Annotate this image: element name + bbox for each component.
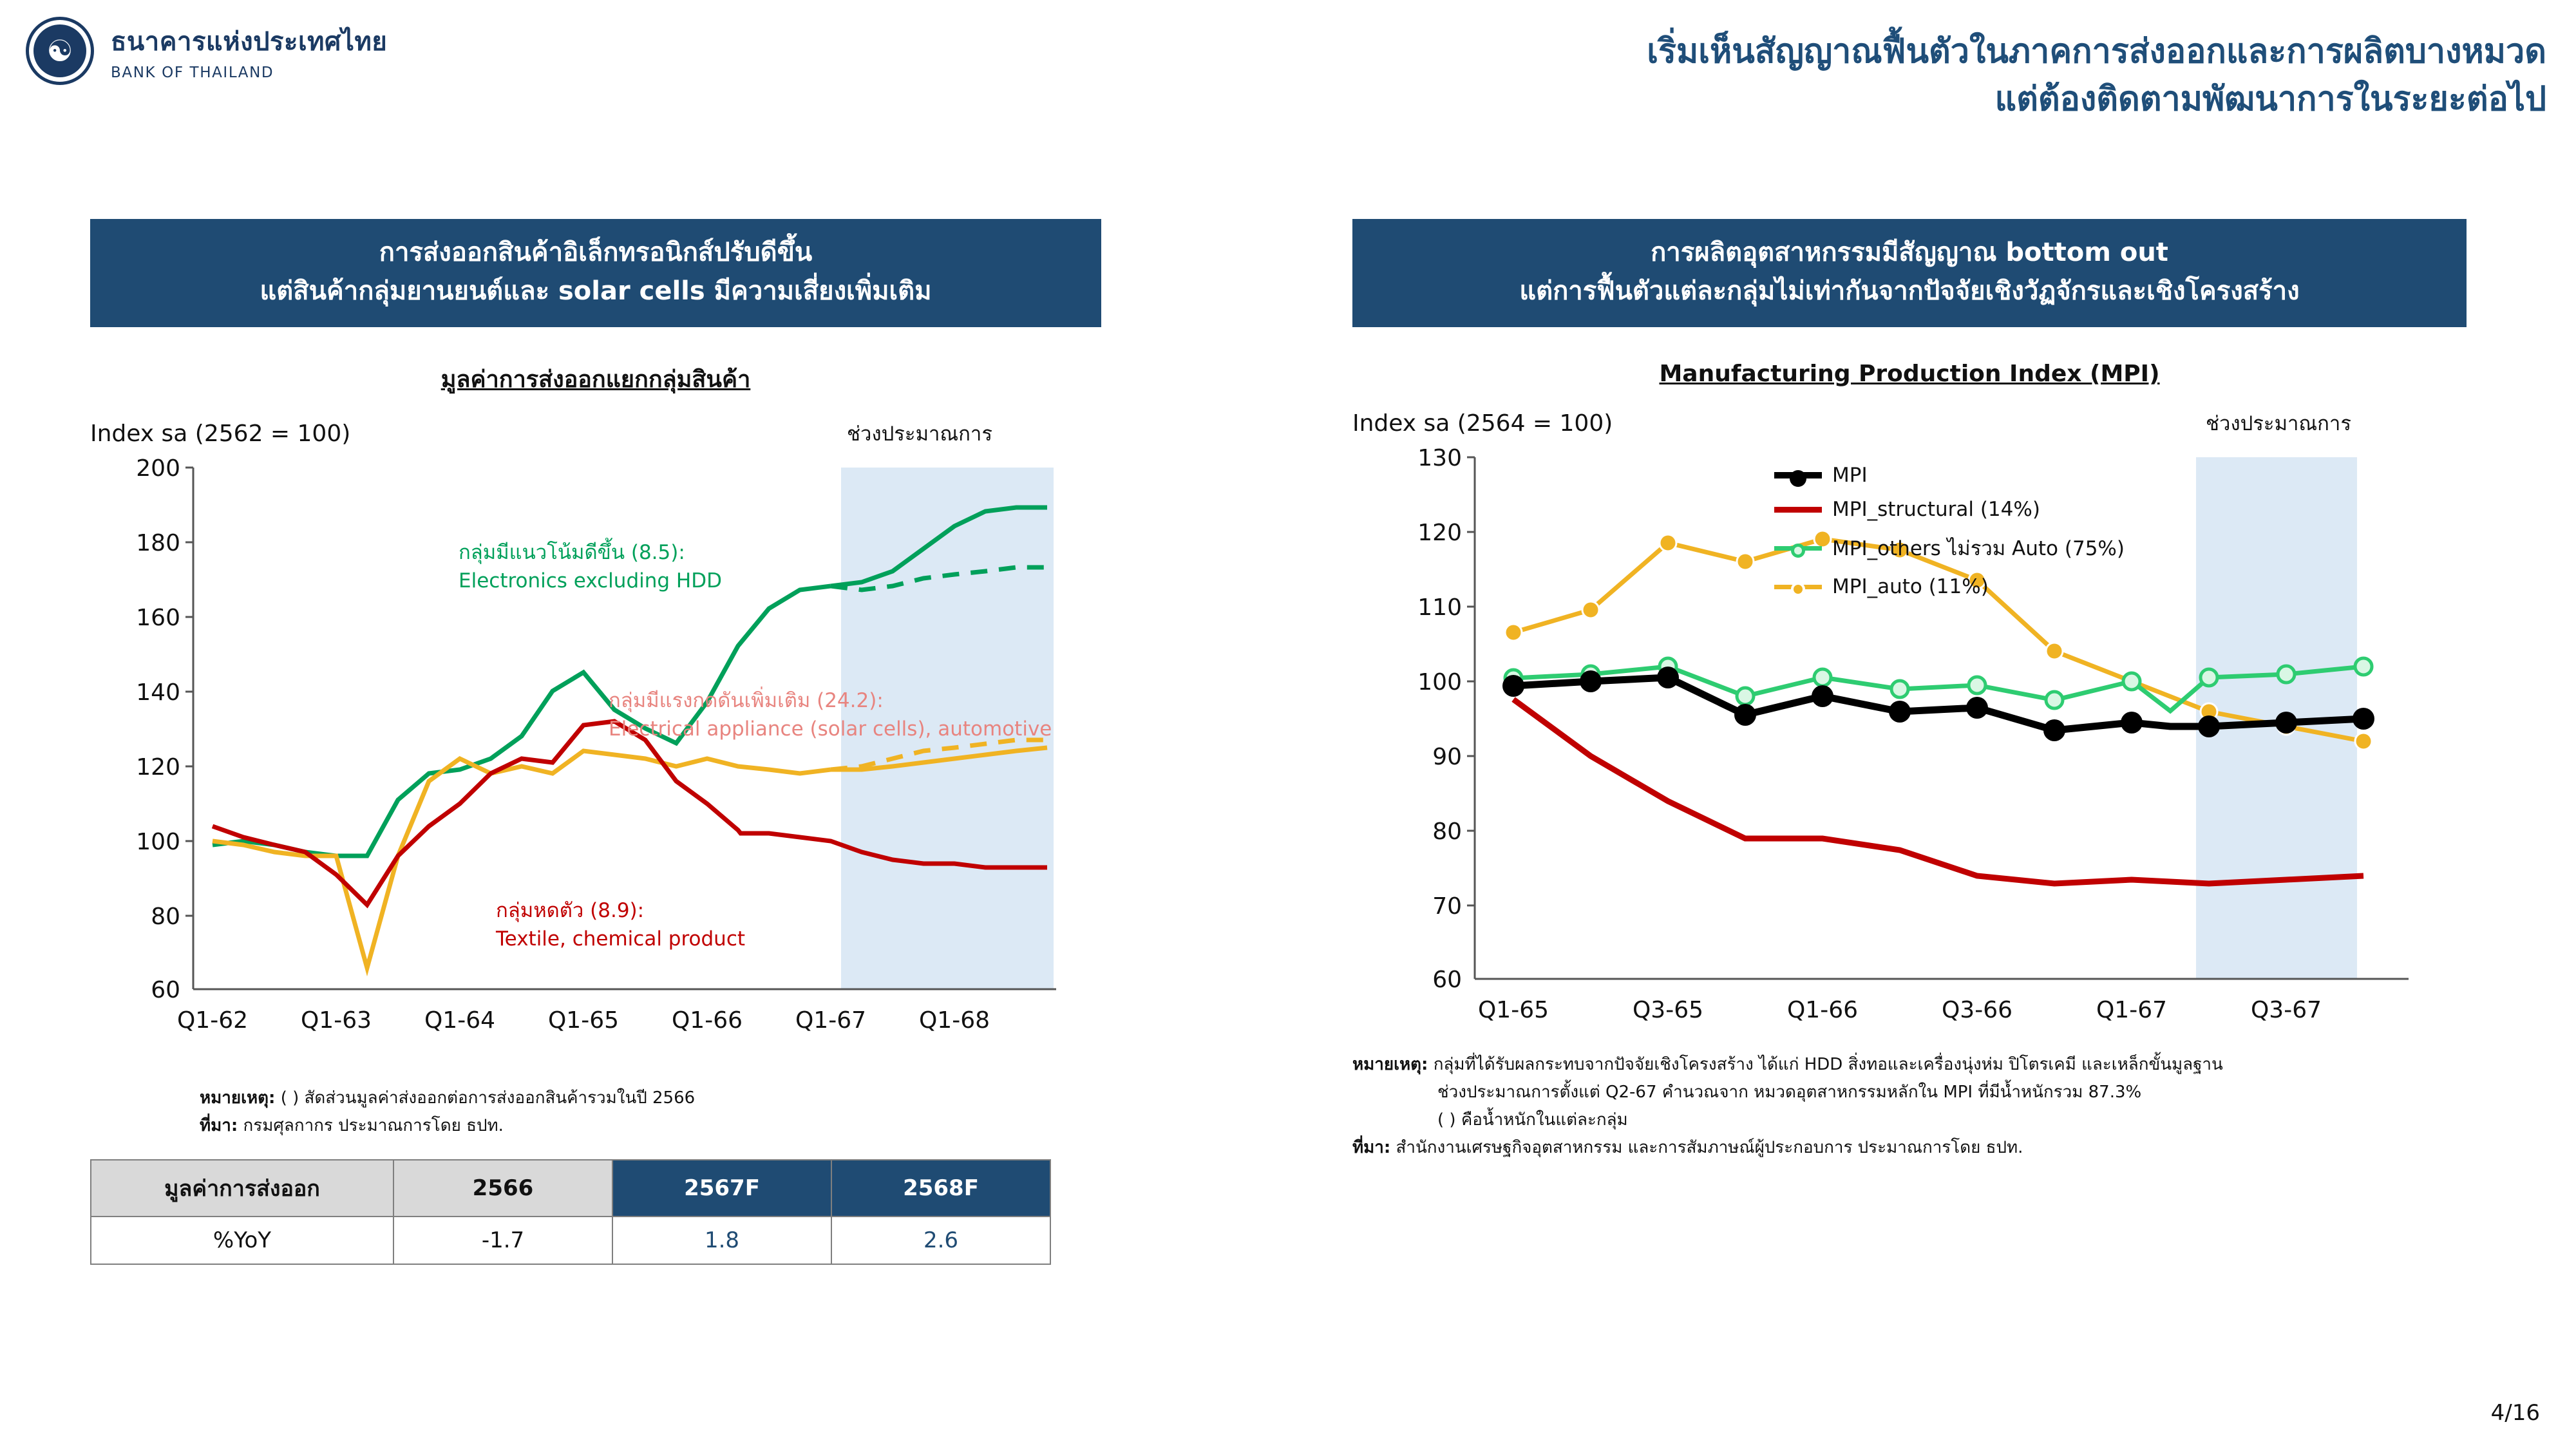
annotation-orange-line1: กลุ่มมีแรงกดดันเพิ่มเติม (24.2): (609, 689, 884, 712)
right-chart-title: Manufacturing Production Index (MPI) (1659, 361, 2160, 387)
svg-text:Q3-67: Q3-67 (2250, 997, 2322, 1023)
page-title-line2: แต่ต้องติดตามพัฒนาการในระยะต่อไป (1994, 79, 2546, 118)
table-header-row (91, 1160, 1050, 1217)
annotation-red-line2: Textile, chemical product (496, 927, 746, 951)
right-forecast-label: ช่วงประมาณการ (2206, 412, 2351, 435)
legend-item-mpi-others (1774, 532, 2125, 564)
svg-text:Q1-63: Q1-63 (300, 1007, 372, 1034)
legend-swatch-others-icon (1774, 546, 1822, 551)
right-note-0-label: หมายเหตุ: (1352, 1055, 1428, 1074)
svg-text:110: 110 (1417, 594, 1462, 621)
left-banner (90, 219, 1101, 327)
page-number: 4/16 (2490, 1400, 2540, 1426)
table-header-1: 2566 (393, 1160, 612, 1217)
left-note-1-text: กรมศุลกากร ประมาณการโดย ธปท. (243, 1115, 504, 1135)
left-note-0-text: ( ) สัดส่วนมูลค่าส่งออกต่อการส่งออกสินค้ารวมในปี 2566 (280, 1088, 696, 1108)
svg-text:Q1-65: Q1-65 (1477, 997, 1549, 1023)
right-panel (1352, 219, 2512, 1162)
brand-logo (26, 17, 387, 85)
legend-item-mpi-structural (1774, 498, 2125, 521)
svg-text:180: 180 (136, 530, 180, 556)
left-forecast-label: ช่วงประมาณการ (847, 422, 992, 446)
legend-item-mpi (1774, 464, 2125, 487)
svg-text:100: 100 (1417, 669, 1462, 696)
svg-text:200: 200 (136, 455, 180, 482)
legend-swatch-structural-icon (1774, 507, 1822, 513)
right-note-3-text: สำนักงานเศรษฐกิจอุตสาหกรรม และการสัมภาษณ์ผู้ประกอบการ ประมาณการโดย ธปท. (1396, 1137, 2023, 1157)
left-banner-line2: แต่สินค้ากลุ่มยานยนต์และ solar cells มีความเสี่ยงเพิ่มเติม (260, 276, 932, 306)
mpi-legend (1774, 464, 2125, 609)
svg-text:Q1-68: Q1-68 (918, 1007, 990, 1034)
legend-swatch-auto-icon (1774, 585, 1822, 589)
right-note-3-label: ที่มา: (1352, 1137, 1391, 1157)
table-cell-2567f: 1.8 (612, 1217, 831, 1264)
annotation-green-line2: Electronics excluding HDD (459, 569, 722, 592)
legend-label-mpi-auto: MPI_auto (11%) (1832, 575, 1989, 598)
export-line-chart (90, 455, 1133, 1099)
table-header-3: 2568F (831, 1160, 1050, 1217)
svg-text:140: 140 (136, 679, 180, 706)
right-note-1-text: ช่วงประมาณการตั้งแต่ Q2-67 คำนวณจาก หมวดอุตสาหกรรมหลักใน MPI ที่มีน้ำหนักรวม 87.3% (1437, 1082, 2142, 1102)
org-name-en: BANK OF THAILAND (111, 64, 274, 81)
right-banner-line2: แต่การฟื้นตัวแต่ละกลุ่มไม่เท่ากันจากปัจจัยเชิงวัฏจักรและเชิงโครงสร้าง (1519, 276, 2300, 306)
right-note-1 (1437, 1079, 2512, 1106)
right-note-2 (1437, 1106, 2512, 1134)
left-axis-unit: Index sa (2562 = 100) (90, 421, 351, 447)
svg-text:130: 130 (1417, 445, 1462, 471)
bot-seal-icon: ☯ (26, 17, 94, 85)
annotation-green-line1: กลุ่มมีแนวโน้มดีขึ้น (8.5): (459, 541, 685, 564)
svg-text:Q1-62: Q1-62 (176, 1007, 249, 1034)
export-summary-table (90, 1159, 1051, 1265)
org-name-th: ธนาคารแห่งประเทศไทย (111, 27, 388, 57)
legend-label-mpi-structural: MPI_structural (14%) (1832, 498, 2040, 521)
svg-text:Q1-66: Q1-66 (671, 1007, 743, 1034)
legend-label-mpi: MPI (1832, 464, 1868, 487)
svg-text:80: 80 (1432, 819, 1462, 845)
svg-text:Q3-66: Q3-66 (1941, 997, 2013, 1023)
legend-item-mpi-auto (1774, 575, 2125, 598)
page-title-line1: เริ่มเห็นสัญญาณฟื้นตัวในภาคการส่งออกและการผลิตบางหมวด (1647, 32, 2546, 71)
right-banner (1352, 219, 2467, 327)
svg-text:Q1-67: Q1-67 (795, 1007, 867, 1034)
legend-swatch-mpi-icon (1774, 472, 1822, 478)
table-cell-2566: -1.7 (393, 1217, 612, 1264)
left-chart-title: มูลค่าการส่งออกแยกกลุ่มสินค้า (440, 366, 751, 393)
left-banner-line1: การส่งออกสินค้าอิเล็กทรอนิกส์ปรับดีขึ้น (379, 238, 813, 267)
left-note-0-label: หมายเหตุ: (200, 1088, 276, 1108)
svg-text:100: 100 (136, 829, 180, 855)
table-cell-metric: %YoY (91, 1217, 393, 1264)
svg-text:80: 80 (151, 904, 180, 930)
left-panel (90, 219, 1282, 1265)
page-title (1097, 28, 2546, 124)
table-row (91, 1217, 1050, 1264)
svg-text:60: 60 (151, 977, 180, 1003)
svg-text:120: 120 (1417, 520, 1462, 546)
table-header-0: มูลค่าการส่งออก (91, 1160, 393, 1217)
annotation-red-line1: กลุ่มหดตัว (8.9): (496, 899, 645, 922)
svg-text:Q1-65: Q1-65 (547, 1007, 620, 1034)
svg-text:Q1-66: Q1-66 (1786, 997, 1859, 1023)
right-axis-unit: Index sa (2564 = 100) (1352, 410, 1613, 437)
right-note-2-text: ( ) คือน้ำหนักในแต่ละกลุ่ม (1437, 1110, 1628, 1130)
right-banner-line1: การผลิตอุตสาหกรรมมีสัญญาณ bottom out (1651, 238, 2168, 267)
svg-text:120: 120 (136, 754, 180, 781)
svg-text:60: 60 (1432, 967, 1462, 993)
left-note-1 (200, 1112, 1282, 1140)
svg-text:Q3-65: Q3-65 (1632, 997, 1704, 1023)
right-notes (1352, 1051, 2512, 1162)
right-note-3 (1352, 1134, 2512, 1162)
svg-text:Q1-64: Q1-64 (424, 1007, 496, 1034)
svg-text:Q1-67: Q1-67 (2096, 997, 2168, 1023)
right-note-0-text: กลุ่มที่ได้รับผลกระทบจากปัจจัยเชิงโครงสร้าง ได้แก่ HDD สิ่งทอและเครื่องนุ่งห่ม ปิโตรเคมี และเหล็กขั้นมูลฐาน (1433, 1055, 2223, 1074)
svg-text:160: 160 (136, 605, 180, 631)
left-note-1-label: ที่มา: (200, 1115, 238, 1135)
legend-label-mpi-others: MPI_others ไม่รวม Auto (75%) (1832, 537, 2125, 560)
svg-text:90: 90 (1432, 744, 1462, 770)
svg-text:70: 70 (1432, 893, 1462, 920)
table-header-2: 2567F (612, 1160, 831, 1217)
table-cell-2568f: 2.6 (831, 1217, 1050, 1264)
annotation-orange-line2: Electrical appliance (solar cells), automotive (609, 717, 1052, 741)
